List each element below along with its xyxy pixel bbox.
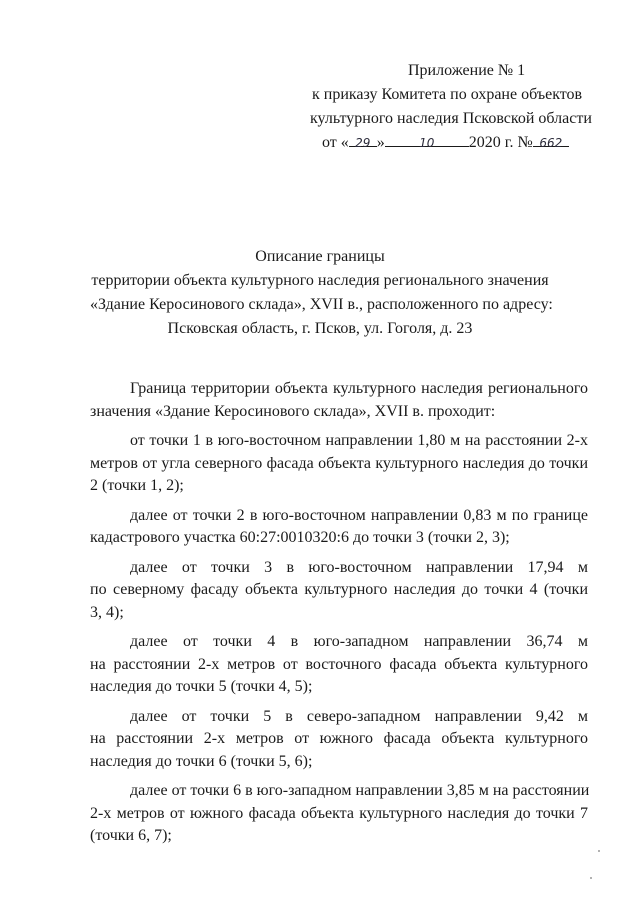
heading-line-4: Псковская область, г. Псков, ул. Гоголя, д. 23: [167, 320, 473, 337]
paragraph-segment-4-5: [90, 631, 588, 699]
day-underline: [349, 132, 377, 150]
paragraph-line: (точки 6, 7);: [90, 827, 172, 844]
paragraph-line: далее от точки 3 в юго-восточном направлении 17,94 м: [130, 558, 588, 576]
paragraph-line: далее от точки 4 в юго-западном направлении 36,74 м: [130, 633, 588, 650]
paragraph-line: 3, 4);: [90, 603, 124, 621]
paragraph-line: Граница территории объекта культурного наследия регионального: [130, 380, 588, 397]
paragraph-line: значения «Здание Керосинового склада», XVII в. проходит:: [90, 402, 496, 420]
paragraph-line: на расстоянии 2-х метров от восточного фасада объекта культурного: [90, 655, 588, 673]
paragraph-line: на расстоянии 2-х метров от южного фасада объекта культурного: [90, 730, 588, 747]
paragraph-line: далее от точки 5 в северо-западном направлении 9,42 м: [130, 707, 588, 725]
paragraph-line: далее от точки 2 в юго-восточном направлении 0,83 м по границе: [130, 506, 588, 524]
paragraph-line: по северному фасаду объекта культурного наследия до точки 4 (точки: [90, 581, 588, 598]
paragraph-line: 2-х метров от южного фасада объекта культурного наследия до точки 7: [90, 804, 588, 822]
boundary-description: [90, 378, 588, 848]
paragraph-segment-1-2: [90, 430, 588, 498]
number-handwritten: 662: [539, 136, 563, 150]
paragraph-segment-3-4: [90, 557, 588, 625]
paragraph-line: от точки 1 в юго-восточном направлении 1,80 м на расстоянии 2-х: [130, 432, 588, 449]
month-underline: [385, 132, 469, 150]
appendix-title: Приложение № 1: [408, 62, 526, 79]
paragraph-segment-2-3: [90, 505, 588, 550]
paragraph-line: кадастрового участка 60:27:0010320:6 до точки 3 (точки 2, 3);: [90, 529, 510, 546]
appendix-order-line: к приказу Комитета по охране объектов: [312, 86, 583, 103]
appendix-date-line: [322, 132, 569, 154]
year-text: 2020 г. №: [468, 134, 533, 151]
appendix-committee-line: культурного наследия Псковской области: [310, 110, 592, 127]
paragraph-segment-5-6: [90, 706, 588, 774]
document-heading: [90, 245, 553, 341]
paragraph-segment-6-7: [90, 780, 588, 848]
heading-line-1: Описание границы: [255, 248, 385, 265]
day-handwritten: 29: [355, 136, 371, 150]
heading-line-3: «Здание Керосинового склада», XVII в., расположенного по адресу:: [90, 296, 553, 313]
paragraph-line: далее от точки 6 в юго-западном направлении 3,85 м на расстоянии: [130, 782, 590, 799]
heading-line-2: территории объекта культурного наследия регионального значения: [91, 272, 549, 289]
number-underline: [533, 132, 569, 150]
date-mid: »: [376, 134, 385, 151]
date-prefix: от «: [322, 134, 349, 151]
scan-speck: [598, 850, 600, 852]
paragraph-intro: [90, 378, 588, 423]
scan-speck: [590, 877, 592, 879]
paragraph-line: наследия до точки 6 (точки 5, 6);: [90, 752, 313, 770]
paragraph-line: 2 (точки 1, 2);: [90, 477, 184, 494]
paragraph-line: метров от угла северного фасада объекта культурного наследия до точки: [90, 454, 588, 472]
paragraph-line: наследия до точки 5 (точки 4, 5);: [90, 678, 313, 695]
month-handwritten: 10: [419, 136, 435, 150]
